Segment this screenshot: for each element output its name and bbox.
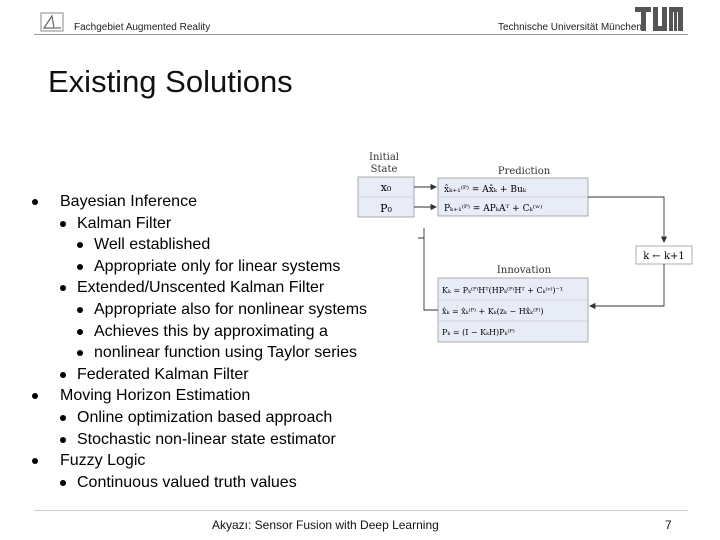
bullet-item: Continuous valued truth values bbox=[30, 472, 440, 494]
prediction-state-equation: x̂ₖ₊₁⁽ᴾ⁾ = Ax̂ₖ + Buₖ bbox=[444, 185, 527, 195]
bullet-item: Fuzzy Logic bbox=[30, 450, 440, 472]
bullet-item: Bayesian Inference bbox=[30, 191, 440, 213]
ar-logo-icon bbox=[40, 12, 64, 32]
bullet-item: Online optimization based approach bbox=[30, 407, 440, 429]
bullet-dot-icon bbox=[60, 221, 66, 227]
step-label: k ← k+1 bbox=[643, 251, 685, 262]
header-university: Technische Universität München bbox=[498, 22, 642, 33]
bullet-item: Kalman Filter bbox=[30, 213, 440, 235]
bullet-dot-icon bbox=[77, 307, 83, 313]
prediction-covariance-equation: Pₖ₊₁⁽ᴾ⁾ = APₖAᵀ + Cₖ⁽ʷ⁾ bbox=[444, 204, 543, 214]
bullet-item: Achieves this by approximating a bbox=[30, 321, 440, 343]
page-number: 7 bbox=[665, 518, 672, 532]
bullet-item: Appropriate also for nonlinear systems bbox=[30, 299, 440, 321]
footer-divider bbox=[34, 510, 688, 511]
tum-logo-icon bbox=[634, 6, 684, 32]
bullet-dot-icon bbox=[60, 480, 66, 486]
footer-title: Akyazı: Sensor Fusion with Deep Learning bbox=[212, 518, 439, 532]
bullet-item: Stochastic non-linear state estimator bbox=[30, 429, 440, 451]
innovation-label: Innovation bbox=[496, 265, 552, 276]
bullet-item: Extended/Unscented Kalman Filter bbox=[30, 277, 440, 299]
bullet-dot-icon bbox=[77, 350, 83, 356]
state-label: State bbox=[370, 164, 398, 175]
bullet-dot-icon bbox=[32, 458, 38, 464]
bullet-dot-icon bbox=[60, 437, 66, 443]
state-update-equation: x̂ₖ = x̂ₖ⁽ᴾ⁾ + Kₖ(zₖ − Hx̂ₖ⁽ᴾ⁾) bbox=[442, 307, 544, 316]
prediction-label: Prediction bbox=[497, 166, 551, 177]
initial-label: Initial bbox=[369, 152, 399, 163]
kalman-filter-diagram bbox=[354, 148, 710, 348]
bullet-dot-icon bbox=[60, 415, 66, 421]
header-divider bbox=[34, 34, 688, 35]
kalman-gain-equation: Kₖ = Pₖ⁽ᴾ⁾Hᵀ(HPₖ⁽ᴾ⁾Hᵀ + Cₖ⁽ᵛ⁾)⁻¹ bbox=[442, 286, 563, 295]
bullet-dot-icon bbox=[77, 242, 83, 248]
covariance-update-equation: Pₖ = (I − KₖH)Pₖ⁽ᴾ⁾ bbox=[442, 328, 515, 337]
bullet-dot-icon bbox=[32, 393, 38, 399]
bullet-item: Well established bbox=[30, 234, 440, 256]
bullet-item: nonlinear function using Taylor series bbox=[30, 342, 440, 364]
bullet-dot-icon bbox=[60, 372, 66, 378]
header-department: Fachgebiet Augmented Reality bbox=[74, 22, 211, 33]
bullet-dot-icon bbox=[60, 285, 66, 291]
bullet-dot-icon bbox=[77, 264, 83, 270]
bullet-item: Moving Horizon Estimation bbox=[30, 385, 440, 407]
bullet-item: Federated Kalman Filter bbox=[30, 364, 440, 386]
bullet-dot-icon bbox=[77, 329, 83, 335]
bullet-item: Appropriate only for linear systems bbox=[30, 256, 440, 278]
bullet-dot-icon bbox=[32, 199, 38, 205]
initial-p0: P₀ bbox=[380, 202, 392, 215]
initial-x0: x₀ bbox=[380, 181, 392, 194]
slide-title: Existing Solutions bbox=[48, 64, 293, 99]
